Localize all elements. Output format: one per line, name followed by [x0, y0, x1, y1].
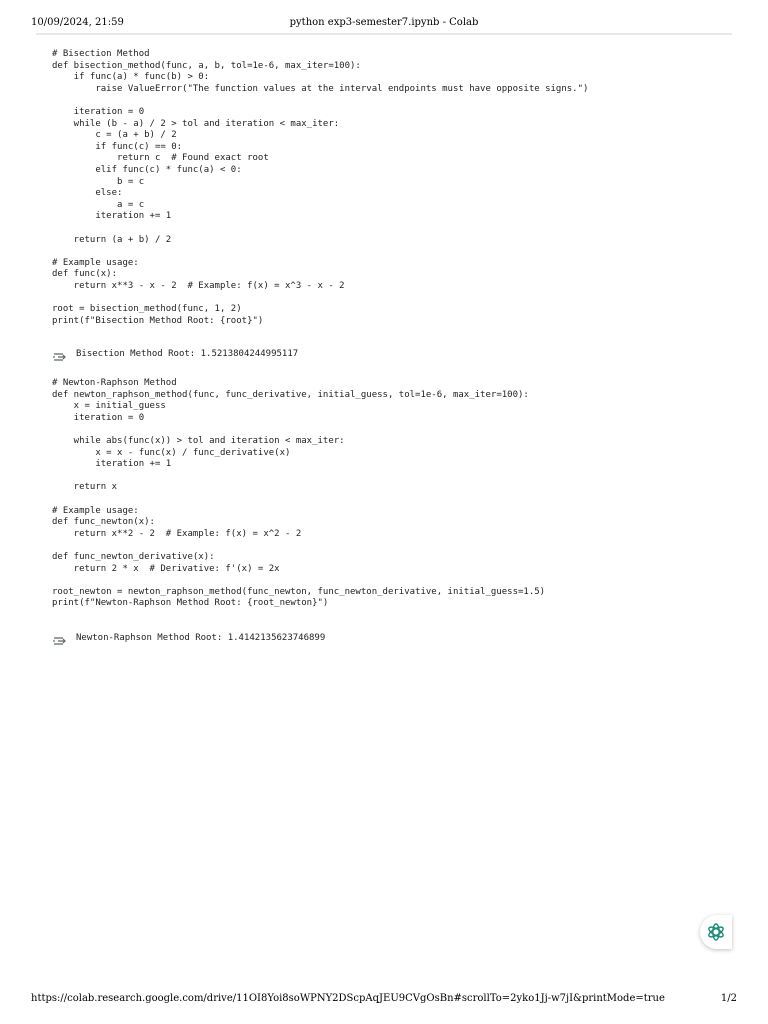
code-cell-newton-raphson[interactable]: # Newton-Raphson Method def newton_raphson_method(func, func_derivative, initial_guess, tol=1e-6, max_iter=100): x = initial_guess iteration = 0 while abs(func(x)) > tol and iteration < max_iter: x = x - func(x) / func_derivative(x) iteration += 1 return x # Example usage: def func_newton(x): return x**2 - 2 # Example: f(x) = x^2 - 2 def func_newton_derivative(x): return 2 * x # Derivative: f'(x) = 2x root_newton = newton_raphson_method(func_newton, func_newton_derivative, initial_guess=1.5) print(f"Newton-Raphson Method Root: {root_newton}")	[52, 378, 546, 609]
header-divider	[36, 33, 732, 35]
page-number: 1/2	[720, 993, 737, 1004]
code-cell-bisection[interactable]: # Bisection Method def bisection_method(func, a, b, tol=1e-6, max_iter=100): if func(a) * func(b) > 0: raise ValueError("The function values at the interval endpoints must have opposite signs.") iteration = 0 while (b - a) / 2 > tol and iteration < max_iter: c = (a + b) / 2 if func(c) == 0: return c # Found exact root elif func(c) * func(a) < 0: b = c else: a = c iteration += 1 return (a + b) / 2 # Example usage: def func(x): return x**3 - x - 2 # Example: f(x) = x^3 - x - 2 root = bisection_method(func, 1, 2) print(f"Bisection Method Root: {root}")	[52, 49, 589, 326]
gemini-button[interactable]	[700, 915, 732, 949]
output-text: Bisection Method Root: 1.5213804244995117	[76, 349, 299, 359]
output-arrow-icon[interactable]	[52, 632, 68, 644]
print-date: 10/09/2024, 21:59	[31, 17, 124, 28]
print-header	[0, 0, 768, 34]
output-cell-newton-raphson	[52, 631, 325, 645]
output-cell-bisection	[52, 347, 298, 361]
gemini-spark-icon	[705, 921, 727, 943]
output-arrow-icon[interactable]	[52, 348, 68, 360]
print-url: https://colab.research.google.com/drive/11OI8Yoi8soWPNY2DScpAqJEU9CVgOsBn#scrollTo=2yko1Jj-w7jI&printMode=true	[31, 993, 665, 1004]
notebook-title: python exp3-semester7.ipynb - Colab	[289, 17, 479, 28]
output-text: Newton-Raphson Method Root: 1.4142135623746899	[76, 633, 326, 643]
